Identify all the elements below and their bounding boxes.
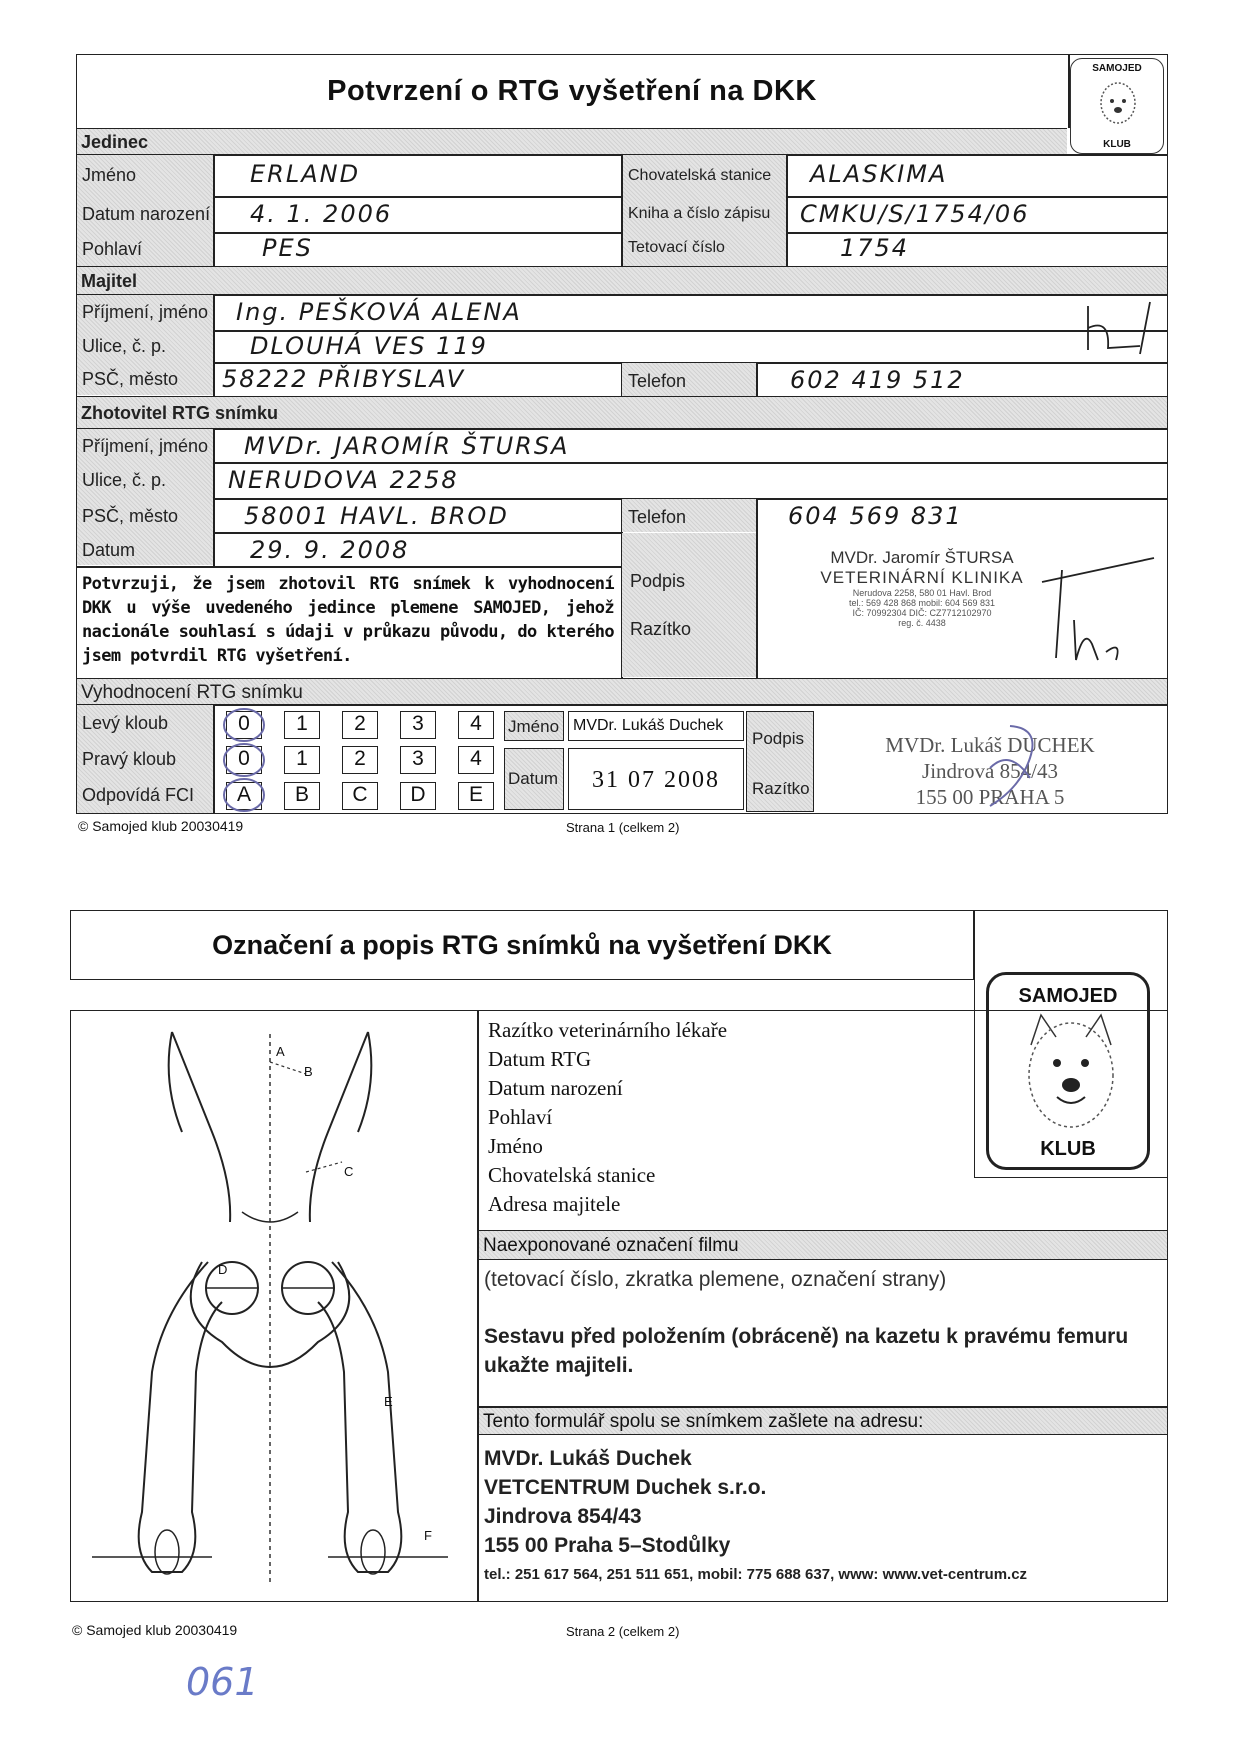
- selection-circles: [214, 706, 274, 814]
- duchek-stamp-line1: MVDr. Lukáš DUCHEK: [885, 733, 1095, 757]
- stanice-value: ALASKIMA: [810, 160, 948, 188]
- page2-logo-bottom: KLUB: [1040, 1138, 1096, 1160]
- address-line2: VETCENTRUM Duchek s.r.o.: [484, 1476, 767, 1499]
- jedinec-heading: Jedinec: [81, 132, 149, 152]
- majitel-heading: Majitel: [81, 271, 138, 291]
- instruction-text: Sestavu před položením (obráceně) na kazetu k pravému femuru ukažte majiteli.: [484, 1325, 1129, 1377]
- tetovaci-value: 1754: [840, 234, 910, 262]
- zhotovitel-telefon-value: 604 569 831: [788, 502, 963, 530]
- address-block: [484, 1444, 766, 1560]
- levy-grade-4[interactable]: 4: [458, 711, 494, 739]
- datum-narozeni-value: 4. 1. 2006: [250, 200, 393, 228]
- pohlavi-value: PES: [262, 234, 313, 262]
- hodnotitel-datum-value: 31 07 2008: [568, 748, 744, 810]
- duchek-signature: [960, 718, 1050, 810]
- vyhodnoceni-heading: Vyhodnocení RTG snímku: [81, 682, 303, 703]
- kniha-value: CMKU/S/1754/06: [800, 200, 1030, 228]
- zhotovitel-razitko-label: Razítko: [630, 619, 692, 639]
- jmeno-label: Jméno: [82, 165, 137, 185]
- hodnotitel-jmeno-value: MVDr. Lukáš Duchek: [568, 711, 744, 741]
- page2-title: Označení a popis RTG snímků na vyšetření DKK: [212, 929, 832, 960]
- label-list: [488, 1016, 727, 1219]
- diagram-letter-c: C: [344, 1164, 354, 1179]
- address-line1: MVDr. Lukáš Duchek: [484, 1447, 692, 1470]
- list-item-datum-rtg: Datum RTG: [488, 1047, 592, 1071]
- zhotovitel-datum-value: 29. 9. 2008: [250, 536, 410, 564]
- vyhodnoceni-section: [77, 679, 1167, 704]
- zhotovitel-ulice-value: NERUDOVA 2258: [228, 466, 459, 494]
- diagram-letter-e: E: [384, 1394, 393, 1409]
- zhotovitel-datum-label: Datum: [82, 540, 136, 560]
- odpovida-fci-label: Odpovídá FCI: [82, 785, 195, 805]
- majitel-section: [77, 267, 1167, 294]
- handwritten-number: 061: [186, 1660, 259, 1704]
- zhotovitel-section: [77, 397, 1167, 428]
- pravy-grade-1[interactable]: 1: [284, 746, 320, 774]
- levy-grade-2[interactable]: 2: [342, 711, 378, 739]
- pravy-grade-3[interactable]: 3: [400, 746, 436, 774]
- majitel-jmeno-value: Ing. PEŠKOVÁ ALENA: [236, 298, 522, 326]
- fci-grade-e[interactable]: E: [458, 782, 494, 810]
- stamp-line1: MVDr. Jaromír ŠTURSA: [830, 548, 1014, 567]
- list-item-adresa: Adresa majitele: [488, 1192, 621, 1216]
- nexp-header: Naexponované označení filmu: [483, 1235, 739, 1256]
- levy-grade-1[interactable]: 1: [284, 711, 320, 739]
- levy-grade-0[interactable]: 0: [226, 711, 262, 739]
- majitel-ulice-label: Ulice, č. p.: [82, 336, 167, 356]
- datum-narozeni-label: Datum narození: [82, 204, 211, 224]
- stamp-line3: Nerudova 2258, 580 01 Havl. Brod: [852, 588, 992, 598]
- hip-xray-diagram: [72, 1012, 476, 1600]
- sturssa-stamp: [812, 548, 1032, 628]
- duchek-stamp-line2: Jindrova 854/43: [922, 759, 1058, 783]
- list-item-jmeno: Jméno: [488, 1134, 543, 1158]
- page1-footer-center: Strana 1 (celkem 2): [566, 820, 680, 835]
- contact-line: tel.: 251 617 564, 251 511 651, mobil: 775 688 637, www: www.vet-centrum.cz: [484, 1566, 1028, 1583]
- jedinec-section: [77, 128, 1067, 155]
- pravy-kloub-label: Pravý kloub: [82, 749, 177, 769]
- stanice-label: Chovatelská stanice: [628, 167, 772, 184]
- hodnotitel-jmeno-label: Jméno: [508, 717, 560, 736]
- majitel-telefon-label: Telefon: [628, 371, 687, 391]
- pravy-grade-4[interactable]: 4: [458, 746, 494, 774]
- zhotovitel-telefon-label: Telefon: [628, 507, 687, 527]
- page1-title: Potvrzení o RTG vyšetření na DKK: [327, 74, 817, 107]
- majitel-psc-value: 58222 PŘIBYSLAV: [222, 365, 466, 393]
- fci-grade-d[interactable]: D: [400, 782, 436, 810]
- majitel-jmeno-label: Příjmení, jméno: [82, 302, 209, 322]
- nexp-text: (tetovací číslo, zkratka plemene, označení strany): [484, 1268, 947, 1291]
- page1-footer-left: © Samojed klub 20030419: [78, 818, 244, 834]
- samoyed-dog-icon: [1095, 77, 1141, 127]
- diagram-letter-d: D: [218, 1262, 228, 1277]
- zhotovitel-heading: Zhotovitel RTG snímku: [81, 403, 279, 423]
- duchek-stamp-line3: 155 00 PRAHA 5: [915, 785, 1065, 809]
- logo-text-bottom: KLUB: [1103, 139, 1131, 150]
- zhotovitel-psc-label: PSČ, město: [82, 506, 179, 526]
- samojed-logo: [1070, 58, 1164, 154]
- hodnotitel-podpis-label: Podpis: [752, 729, 804, 748]
- jmeno-value: ERLAND: [250, 160, 361, 188]
- podpis-razitko-label-cell: [622, 533, 756, 677]
- fci-grade-a[interactable]: A: [226, 782, 262, 810]
- zhotovitel-jmeno-label: Příjmení, jméno: [82, 436, 209, 456]
- pravy-grade-0[interactable]: 0: [226, 746, 262, 774]
- majitel-psc-label: PSČ, město: [82, 369, 179, 389]
- page2-footer-center: Strana 2 (celkem 2): [566, 1624, 680, 1639]
- stamp-line4: tel.: 569 428 868 mobil: 604 569 831: [848, 598, 996, 608]
- stamp-line5: IČ: 70992304 DIČ: CZ7712102970: [852, 608, 992, 618]
- zhotovitel-ulice-label: Ulice, č. p.: [82, 470, 167, 490]
- fci-grade-c[interactable]: C: [342, 782, 378, 810]
- stamp-line2: VETERINÁRNÍ KLINIKA: [820, 568, 1024, 587]
- address-line4: 155 00 Praha 5–Stodůlky: [484, 1534, 731, 1557]
- majitel-telefon-value: 602 419 512: [790, 366, 965, 394]
- zhotovitel-jmeno-value: MVDr. JAROMÍR ŠTURSA: [244, 432, 570, 460]
- page2-footer-left: © Samojed klub 20030419: [72, 1622, 238, 1638]
- levy-kloub-label: Levý kloub: [82, 713, 169, 733]
- list-item-razitko: Razítko veterinárního lékaře: [488, 1018, 728, 1042]
- address-header-bar: [479, 1408, 1167, 1435]
- pohlavi-label: Pohlaví: [82, 239, 143, 259]
- hodnotitel-razitko-label: Razítko: [752, 779, 810, 798]
- pravy-grade-2[interactable]: 2: [342, 746, 378, 774]
- hodnotitel-datum-label: Datum: [508, 769, 559, 788]
- diagram-letter-a: A: [276, 1044, 285, 1059]
- majitel-ulice-value: DLOUHÁ VES 119: [250, 332, 488, 360]
- page2-logo-top: SAMOJED: [1018, 985, 1118, 1007]
- zhotovitel-psc-value: 58001 HAVL. BROD: [244, 502, 509, 530]
- address-header: Tento formulář spolu se snímkem zašlete na adresu:: [483, 1411, 924, 1432]
- levy-grade-3[interactable]: 3: [400, 711, 436, 739]
- address-line3: Jindrova 854/43: [484, 1505, 642, 1528]
- stamp-line6: reg. č. 4438: [898, 618, 946, 628]
- sturssa-signature: [1032, 548, 1162, 666]
- kniha-label: Kniha a číslo zápisu: [628, 205, 771, 222]
- list-item-stanice: Chovatelská stanice: [488, 1163, 656, 1187]
- tetovaci-label: Tetovací číslo: [628, 239, 725, 256]
- owner-signature: [1080, 298, 1164, 360]
- list-item-pohlavi: Pohlaví: [488, 1105, 553, 1129]
- diagram-letter-f: F: [424, 1528, 432, 1543]
- logo-text-top: SAMOJED: [1092, 63, 1142, 74]
- zhotovitel-podpis-label: Podpis: [630, 571, 686, 591]
- list-item-datum-narozeni: Datum narození: [488, 1076, 623, 1100]
- diagram-letter-b: B: [304, 1064, 313, 1079]
- confirmation-statement: Potvrzuji, že jsem zhotovil RTG snímek k vyhodnocení DKK u výše uvedeného jedince plemene SAMOJED, jehož nacionále souhlasí s údaji v průkazu původu, do kterého jsem potvrdil RTG vyšetření.: [82, 574, 614, 666]
- nexp-header-bar: [479, 1230, 1167, 1260]
- fci-grade-b[interactable]: B: [284, 782, 320, 810]
